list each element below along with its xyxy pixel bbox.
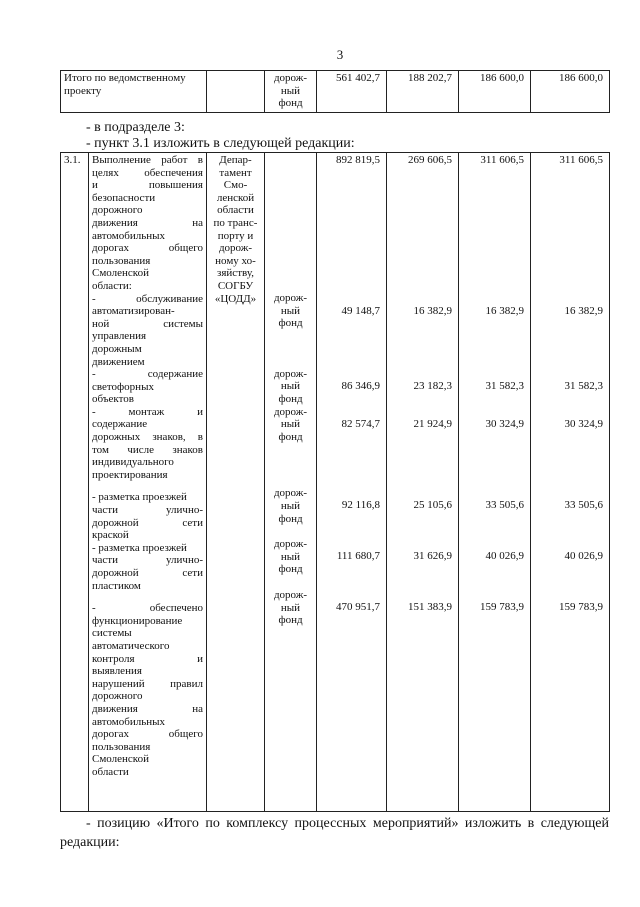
total-label: Итого по ведомственному проекту [61, 71, 207, 113]
funding-source: дорож- ный фонд [273, 538, 308, 576]
row-number: 3.1. [61, 153, 89, 812]
total-value: 186 600,0 [459, 71, 531, 113]
amount-cell: 31 626,9 [413, 549, 452, 562]
amount-cell: 40 026,9 [564, 549, 603, 562]
amount-cell: 25 105,6 [413, 499, 452, 512]
amount-cell: 311 606,5 [480, 154, 524, 166]
amount-cell: 311 606,5 [559, 154, 603, 166]
activity-description: Выполнение работ в целях обеспечения и повышения безопасности дорожного движения на автомобильных дорогах общего пользования Смоленской области: - обслуживание автоматизирован- ной системы управления дорожным движением - содержание светофорных объектов - монтаж и содержание дорожных знаков, в том числе знаков индивидуального проектирования - разметка проезжей части улично- дорожной сети краской - разметка проезжей части улично- дорожной сети пластиком - обеспечено функционирование системы автоматического контроля и выявления нарушений правил дорожного движения на автомобильных дорогах общего пользования Смоленской области [89, 153, 207, 812]
bottom-instruction: - позицию «Итого по комплексу процессных мероприятий» изложить в следующей редакции: [60, 816, 609, 850]
total-amount-column [317, 153, 387, 812]
total-value: 188 202,7 [387, 71, 459, 113]
executor: Депар- тамент Смо- ленской области по транс- порту и дорож- ному хо- зяйству, СОГБУ «ЦОДД» [207, 153, 265, 812]
amount-cell: 151 383,9 [408, 600, 452, 613]
amount-cell: 159 783,9 [559, 600, 603, 613]
amount-cell: 16 382,9 [413, 304, 452, 317]
amount-cell: 31 582,3 [564, 380, 603, 393]
year3-amount-column [531, 153, 610, 812]
funding-source: дорож- ный фонд [273, 588, 308, 627]
amount-cell: 111 680,7 [336, 549, 380, 562]
amount-cell: 49 148,7 [341, 304, 380, 317]
amount-cell: 82 574,7 [341, 417, 380, 430]
amount-cell: 33 505,6 [564, 499, 603, 512]
amount-cell: 159 783,9 [480, 600, 524, 613]
instruction-subsection: - в подразделе 3: [86, 120, 185, 135]
year2-amount-column [459, 153, 531, 812]
funding-source: дорож- ный фонд [273, 292, 308, 330]
funding-source: дорож- ный фонд [273, 405, 308, 443]
amount-cell: 16 382,9 [485, 304, 524, 317]
amount-cell: 30 324,9 [485, 417, 524, 430]
total-value: 561 402,7 [317, 71, 387, 113]
amount-cell: 23 182,3 [413, 380, 452, 393]
amount-cell: 40 026,9 [485, 549, 524, 562]
amount-cell: 470 951,7 [336, 600, 380, 613]
amount-cell: 86 346,9 [341, 380, 380, 393]
amount-cell: 92 116,8 [341, 499, 380, 512]
amount-cell: 21 924,9 [413, 417, 452, 430]
total-executor [207, 71, 265, 113]
page-number: 3 [336, 47, 344, 62]
total-value: 186 600,0 [531, 71, 610, 113]
funding-source-column [265, 153, 317, 812]
amount-cell: 33 505,6 [485, 499, 524, 512]
amount-cell: 269 606,5 [408, 154, 452, 166]
amount-cell: 30 324,9 [564, 417, 603, 430]
top-summary-table [60, 70, 610, 113]
amount-cell: 892 819,5 [336, 154, 380, 166]
main-table [60, 152, 610, 812]
instruction-item: - пункт 3.1 изложить в следующей редакции: [86, 136, 355, 151]
amount-cell: 31 582,3 [485, 380, 524, 393]
year1-amount-column [387, 153, 459, 812]
total-source: дорож- ный фонд [265, 71, 317, 113]
amount-cell: 16 382,9 [564, 304, 603, 317]
funding-source: дорож- ный фонд [273, 487, 308, 525]
funding-source: дорож- ный фонд [273, 367, 308, 405]
